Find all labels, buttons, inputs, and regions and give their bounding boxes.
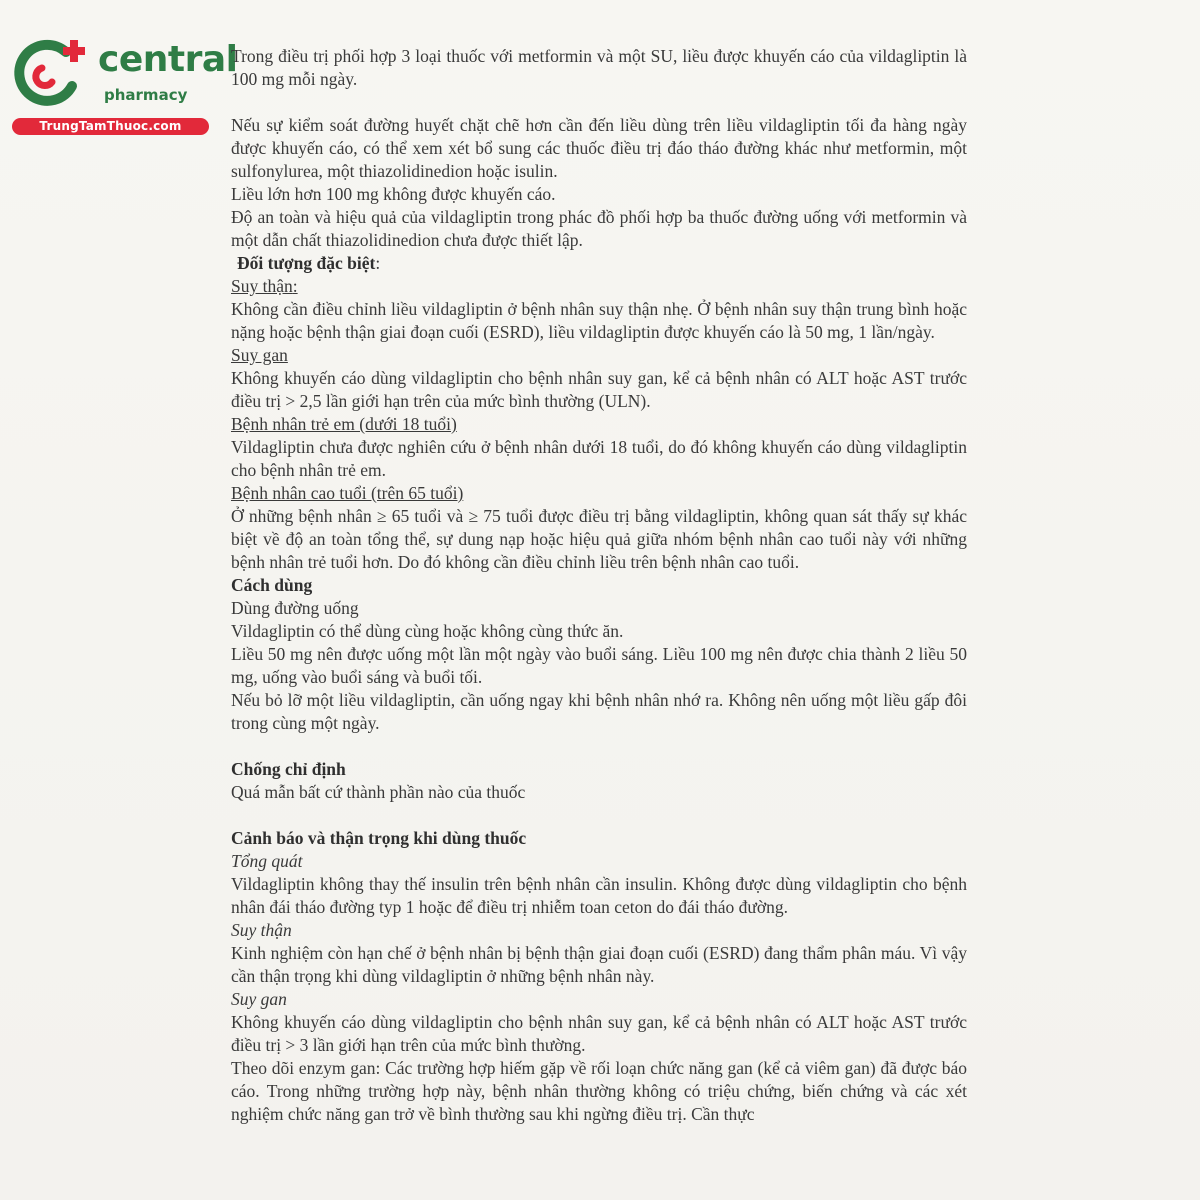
- brand-subtitle: pharmacy: [104, 86, 188, 104]
- central-pharmacy-logo[interactable]: [12, 36, 238, 136]
- paragraph: Vildagliptin có thể dùng cùng hoặc không cùng thức ăn.: [231, 621, 624, 641]
- special-populations-heading: Đối tượng đặc biệt: [237, 253, 376, 273]
- renal-heading: Suy thận: [231, 276, 293, 296]
- hepatic-heading: Suy gan: [231, 345, 288, 365]
- warnings-hepatic-heading: Suy gan: [231, 989, 287, 1009]
- warnings-heading: Cảnh báo và thận trọng khi dùng thuốc: [231, 828, 527, 848]
- paragraph: Kinh nghiệm còn hạn chế ở bệnh nhân bị bệnh thận giai đoạn cuối (ESRD) đang thẩm phân máu. Vì vậy cần thận trọng khi dùng vildagliptin ở những bệnh nhân này.: [231, 943, 967, 986]
- pediatric-heading: Bệnh nhân trẻ em (dưới 18 tuổi): [231, 414, 457, 434]
- paragraph: Không khuyến cáo dùng vildagliptin cho bệnh nhân suy gan, kể cả bệnh nhân có ALT hoặc AST trước điều trị > 3 lần giới hạn trên của mức bình thường.: [231, 1012, 967, 1055]
- paragraph: Quá mẫn bất cứ thành phần nào của thuốc: [231, 782, 526, 802]
- paragraph: Ở những bệnh nhân ≥ 65 tuổi và ≥ 75 tuổi được điều trị bằng vildagliptin, không quan sát thấy sự khác biệt về độ an toàn tổng thể, sự dung nạp hoặc hiệu quả giữa nhóm bệnh nhân cao tuổi này với những bệnh nhân trẻ tuổi hơn. Do đó không cần điều chỉnh liều trên bệnh nhân cao tuổi.: [231, 506, 967, 572]
- usage-heading: Cách dùng: [231, 575, 313, 595]
- paragraph: Nếu sự kiểm soát đường huyết chặt chẽ hơn cần đến liều dùng trên liều vildagliptin tối đa hàng ngày được khuyến cáo, có thể xem xét bổ sung các thuốc điều trị đáo tháo đường khác như metformin, một sulfonylurea, một thiazolidinedion hoặc isulin.: [231, 115, 967, 181]
- brand-website[interactable]: TrungTamThuoc.com: [12, 118, 209, 135]
- warnings-renal-heading: Suy thận: [231, 920, 292, 940]
- paragraph: Liều lớn hơn 100 mg không được khuyến cáo.: [231, 184, 556, 204]
- paragraph: Không khuyến cáo dùng vildagliptin cho bệnh nhân suy gan, kể cả bệnh nhân có ALT hoặc AST trước điều trị > 2,5 lần giới hạn trên của mức bình thường (ULN).: [231, 368, 967, 411]
- paragraph: Theo dõi enzym gan: Các trường hợp hiếm gặp về rối loạn chức năng gan (kể cả viêm gan) đã được báo cáo. Trong những trường hợp này, bệnh nhân thường không có triệu chứng, biến chứng và các xét nghiệm chức năng gan trở về bình thường sau khi ngừng điều trị. Cần thực: [231, 1058, 967, 1124]
- paragraph: Trong điều trị phối hợp 3 loại thuốc với metformin và một SU, liều được khuyến cáo của vildagliptin là 100 mg mỗi ngày.: [231, 46, 967, 89]
- paragraph: Dùng đường uống: [231, 598, 359, 618]
- contraindications-heading: Chống chỉ định: [231, 759, 346, 779]
- warnings-general-heading: Tổng quát: [231, 851, 303, 871]
- paragraph: Nếu bỏ lỡ một liều vildagliptin, cần uống ngay khi bệnh nhân nhớ ra. Không nên uống một liều gấp đôi trong cùng một ngày.: [231, 690, 967, 733]
- brand-name: central: [98, 39, 238, 80]
- logo-mark-icon: [12, 38, 92, 110]
- leaflet-text: Trong điều trị phối hợp 3 loại thuốc với metformin và một SU, liều được khuyến cáo của vildagliptin là 100 mg mỗi ngày. Nếu sự kiểm soát đường huyết chặt chẽ hơn cần đến liều dùng trên liều vildagliptin tối đa hàng ngày được khuyến cáo, có thể xem xét bổ sung các thuốc điều trị đáo tháo đường khác như metformin, một sulfonylurea, một thiazolidinedion hoặc isulin. Liều lớn hơn 100 mg không được khuyến cáo. Độ an toàn và hiệu quả của vildagliptin trong phác đồ phối hợp ba thuốc đường uống với metformin và một dẫn chất thiazolidinedion chưa được thiết lập. Đối tượng đặc biệt: Suy thận: Không cần điều chỉnh liều vildagliptin ở bệnh nhân suy thận nhẹ. Ở bệnh nhân suy thận trung bình hoặc nặng hoặc bệnh thận giai đoạn cuối (ESRD), liều vildagliptin được khuyến cáo là 50 mg, 1 lần/ngày. Suy gan Không khuyến cáo dùng vildagliptin cho bệnh nhân suy gan, kể cả bệnh nhân có ALT hoặc AST trước điều trị > 2,5 lần giới hạn trên của mức bình thường (ULN). Bệnh nhân trẻ em (dưới 18 tuổi) Vildagliptin chưa được nghiên cứu ở bệnh nhân dưới 18 tuổi, do đó không khuyến cáo dùng vildagliptin cho bệnh nhân trẻ em. Bệnh nhân cao tuổi (trên 65 tuổi) Ở những bệnh nhân ≥ 65 tuổi và ≥ 75 tuổi được điều trị bằng vildagliptin, không quan sát thấy sự khác biệt về độ an toàn tổng thể, sự dung nạp hoặc hiệu quả giữa nhóm bệnh nhân cao tuổi này với những bệnh nhân trẻ tuổi hơn. Do đó không cần điều chỉnh liều trên bệnh nhân cao tuổi. Cách dùng Dùng đường uống Vildagliptin có thể dùng cùng hoặc không cùng thức ăn. Liều 50 mg nên được uống một lần một ngày vào buổi sáng. Liều 100 mg nên được chia thành 2 liều 50 mg, uống vào buổi sáng và buổi tối. Nếu bỏ lỡ một liều vildagliptin, cần uống ngay khi bệnh nhân nhớ ra. Không nên uống một liều gấp đôi trong cùng một ngày. Chống chỉ định Quá mẫn bất cứ thành phần nào của thuốc Cảnh báo và thận trọng khi dùng thuốc Tổng quát Vildagliptin không thay thế insulin trên bệnh nhân cần insulin. Không được dùng vildagliptin cho bệnh nhân đái tháo đường typ 1 hoặc để điều trị nhiễm toan ceton do đái tháo đường. Suy thận Kinh nghiệm còn hạn chế ở bệnh nhân bị bệnh thận giai đoạn cuối (ESRD) đang thẩm phân máu. Vì vậy cần thận trọng khi dùng vildagliptin ở những bệnh nhân này. Suy gan Không khuyến cáo dùng vildagliptin cho bệnh nhân suy gan, kể cả bệnh nhân có ALT hoặc AST trước điều trị > 3 lần giới hạn trên của mức bình thường. Theo dõi enzym gan: Các trường hợp hiếm gặp về rối loạn chức năng gan (kể cả viêm gan) đã được báo cáo. Trong những trường hợp này, bệnh nhân thường không có triệu chứng, biến chứng và các xét nghiệm chức năng gan trở về bình thường sau khi ngừng điều trị. Cần thực: [231, 46, 967, 1124]
- paragraph: Liều 50 mg nên được uống một lần một ngày vào buổi sáng. Liều 100 mg nên được chia thành 2 liều 50 mg, uống vào buổi sáng và buổi tối.: [231, 644, 967, 687]
- paragraph: Không cần điều chỉnh liều vildagliptin ở bệnh nhân suy thận nhẹ. Ở bệnh nhân suy thận trung bình hoặc nặng hoặc bệnh thận giai đoạn cuối (ESRD), liều vildagliptin được khuyến cáo là 50 mg, 1 lần/ngày.: [231, 299, 967, 342]
- elderly-heading: Bệnh nhân cao tuổi (trên 65 tuổi): [231, 483, 464, 503]
- paragraph: Độ an toàn và hiệu quả của vildagliptin trong phác đồ phối hợp ba thuốc đường uống với metformin và một dẫn chất thiazolidinedion chưa được thiết lập.: [231, 207, 967, 250]
- paragraph: Vildagliptin không thay thế insulin trên bệnh nhân cần insulin. Không được dùng vildagliptin cho bệnh nhân đái tháo đường typ 1 hoặc để điều trị nhiễm toan ceton do đái tháo đường.: [231, 874, 967, 917]
- paragraph: Vildagliptin chưa được nghiên cứu ở bệnh nhân dưới 18 tuổi, do đó không khuyến cáo dùng vildagliptin cho bệnh nhân trẻ em.: [231, 437, 967, 480]
